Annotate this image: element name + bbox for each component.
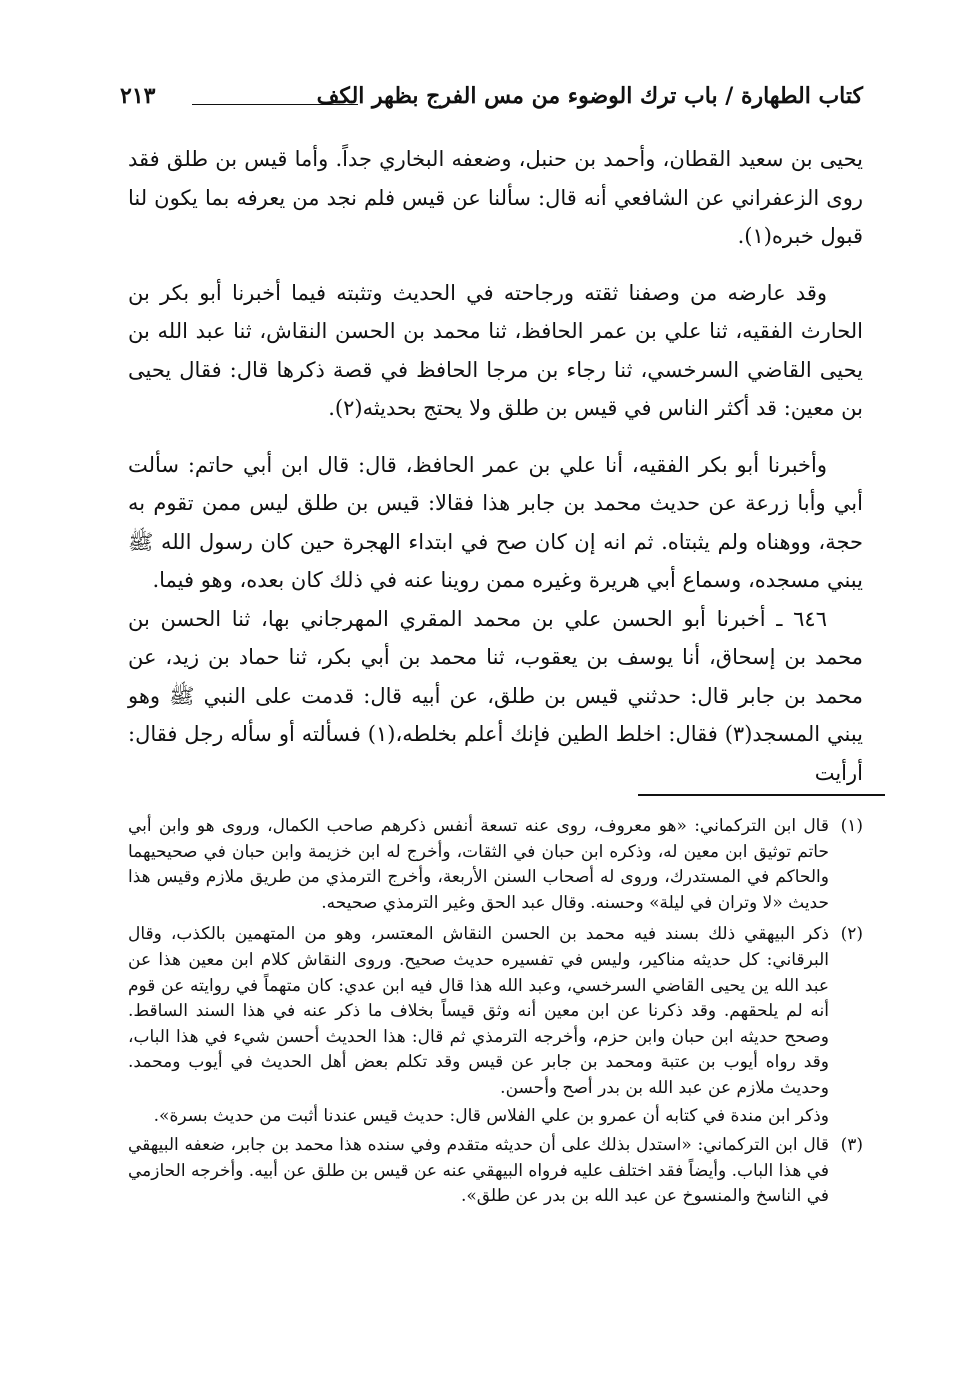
header-rule <box>192 104 358 105</box>
footnote-continuation: وذكر ابن مندة في كتابه أن عمرو بن علي الفلاس قال: حديث قيس عندنا أثبت من حديث بسرة». <box>153 1105 829 1126</box>
footnote <box>128 814 863 916</box>
footnote-text: قال ابن التركماني: «هو معروف، روى عنه تسعة أنفس ذكرهم صاحب الكمال، وروى هو وابن أبي حاتم توثيق ابن معين له، وذكره ابن حبان في الثقات، وأخرج له ابن خزيمة وابن حبان في صحيحيهما والحاكم في المستدرك، وروى له أصحاب السنن الأربعة، وأخرج الترمذي من طريق ملازم وقيس هذا حديث «لا وتران في ليلة» وحسنه. وقال عبد الحق وغير الترمذي صحيحه. <box>128 816 829 913</box>
footnote-number: (١) <box>840 816 863 836</box>
footnote-number: (٣) <box>840 1135 863 1156</box>
paragraph: يحيى بن سعيد القطان، وأحمد بن حنبل، وضعفه البخاري جداً. وأما قيس بن طلق فقد روى الزعفراني عن الشافعي أنه قال: سألنا عن قيس فلم نجد من يعرفه بما يكون لنا قبول خبره(١). <box>128 147 863 248</box>
footnote <box>128 922 863 1101</box>
paragraph: وقد عارضه من وصفنا ثقته ورجاحته في الحديث وتثبته فيما أخبرنا أبو بكر بن الحارث الفقيه، ثنا علي بن عمر الحافظ، ثنا محمد بن الحسن النقاش، ثنا عبد الله بن يحيى القاضي السرخسي، ثنا رجاء بن مرجا الحافظ في قصة ذكرها قال: فقال يحيى بن معين: قد أكثر الناس في قيس بن طلق ولا يحتج بحديثه(٢). <box>128 280 863 420</box>
hadith-paragraph: ٦٤٦ ـ أخبرنا أبو الحسن علي بن محمد المقري المهرجاني بها، ثنا الحسن بن محمد بن إسحاق، أنا يوسف بن يعقوب، ثنا محمد بن أبي بكر، ثنا حماد بن زيد، عن محمد بن جابر قال: حدثني قيس بن طلق، عن أبيه قال: قدمت على النبي ﷺ وهو يبني المسجد(٣) فقال: اخلط الطين فإنك أعلم بخلطه،(١) فسألته أو سأله رجل فقال: أرأيت <box>128 606 864 785</box>
footnote-text: ذكر البيهقي ذلك بسند فيه محمد بن الحسن النقاش المعتسر، وهو من المتهمين بالكذب، وقال البرقاني: كل حديثه مناكير، وليس في تفسيره حديث صحيح. وروى النقاش كلام ابن معين هذا عن عبد الله ين يحيى القاضي السرخسي، وعبد الله هذا قال فيه ابن عدي: كان متهماً في روايته عن قوم أنه لم يلحقهم. وقد ذكرنا عن ابن معين أنه وثق قيساً بخلاف ما ذكر عنه في هذا السند الساقط. وصحح حديثه ابن حبان وابن حزم، وأخرجه الترمذي ثم قال: هذا الحديث أحسن شيء في هذا الباب، وقد رواه أيوب بن عتبة ومحمد بن جابر عن قيس وقد تكلم بعض أهل الحديث في أيوب ومحمد. وحديث ملازم عن عبد الله بن بدر أصح وأحسن. <box>128 924 829 1098</box>
footnote <box>128 1133 863 1210</box>
footnote-divider <box>638 794 885 796</box>
chapter-title: كتاب الطهارة / باب ترك الوضوء من مس الفرج بظهر الكف <box>316 83 863 109</box>
paragraph: وأخبرنا أبو بكر الفقيه، أنا علي بن عمر الحافظ، قال: قال ابن أبي حاتم: سألت أبي وأبا زرعة عن حديث محمد بن جابر هذا فقالا: قيس بن طلق ليس ممن تقوم به حجة، ووهناه ولم يثبتاه. ثم انه إن كان صح في ابتداء الهجرة حين كان رسول الله ﷺ يبني مسجده، وسماع أبي هريرة وغيره ممن روينا عنه في ذلك كان بعده، وهو فيما. <box>128 452 863 592</box>
footnotes-section <box>128 814 863 1210</box>
footnote-number: (٢) <box>840 924 863 945</box>
page-number: ٢١٣ <box>120 83 156 109</box>
main-text <box>128 140 863 792</box>
running-header <box>120 83 863 119</box>
footnote-text: قال ابن التركماني: «استدل بذلك على أن حديثه متقدم وفي سنده هذا محمد بن جابر، ضعفه البيهقي في هذا الباب. وأيضاً فقد اختلف عليه فرواه البيهقي عنه عن قيس بن طلق عن أبيه. وأخرجه الحازمي في الناسخ والمنسوخ عن عبد الله بن بدر عن طلق». <box>128 1135 829 1207</box>
